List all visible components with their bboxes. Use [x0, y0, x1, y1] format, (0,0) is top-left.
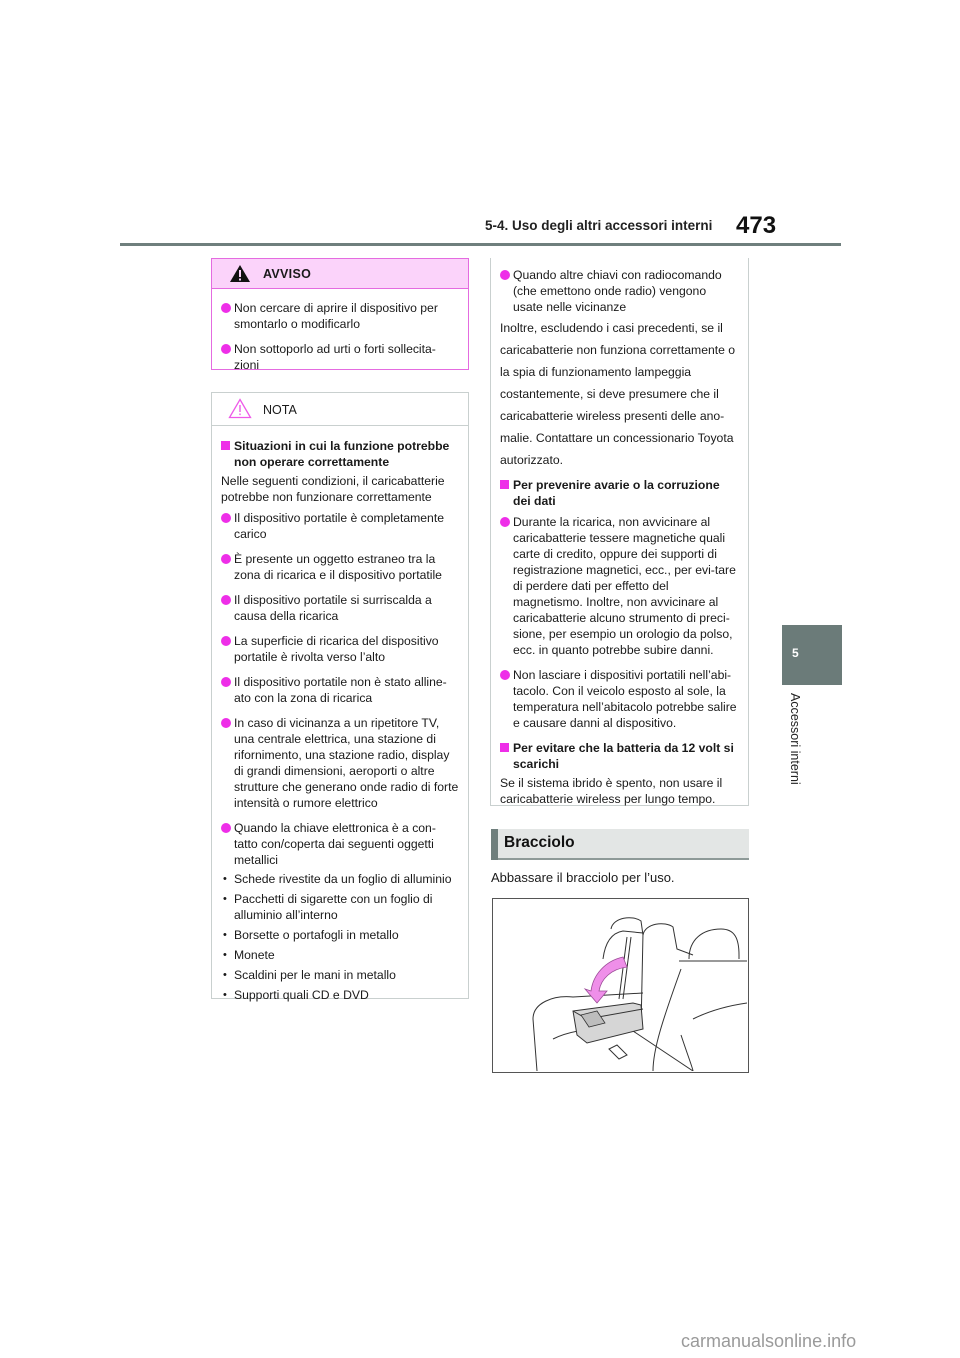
section-title: Bracciolo: [504, 834, 575, 851]
nota-text: Se il sistema ibrido è spento, non usare il caricabatterie wireless per lungo tempo.: [500, 776, 723, 806]
anomaly-text: Inoltre, escludendo i casi precedenti, se il caricabatterie non funziona correttamente o la spia di funzionamento lampeggia costantemente, si deve presumere che il caricabatterie wireless presenti delle ano-malie. Contattare un concessionario Toyota autorizzato.: [500, 321, 736, 467]
nota-subitem: • Schede rivestite da un foglio di alluminio: [221, 871, 459, 887]
section-heading-bracciolo: [491, 829, 749, 860]
avviso-title: AVVISO: [263, 267, 312, 281]
nota-intro: Nelle seguenti condizioni, il caricabatterie potrebbe non funzionare correttamente: [221, 474, 445, 504]
nota-subitem: • Pacchetti di sigarette con un foglio di alluminio all’interno: [221, 891, 459, 923]
avviso-item: Non cercare di aprire il dispositivo per smontarlo o modificarlo: [221, 300, 459, 332]
nota-header: [212, 393, 468, 426]
nota-subitem: • Scaldini per le mani in metallo: [221, 967, 459, 983]
nota-section-heading: Per prevenire avarie o la corruzione dei dati: [500, 477, 739, 509]
header-rule: [120, 243, 841, 246]
chapter-number: 5: [792, 646, 799, 660]
chapter-tab: [782, 625, 842, 685]
nota-item: Quando la chiave elettronica è a con-tatto con/coperta dai seguenti oggetti metallici: [221, 820, 459, 868]
instruction-text: Abbassare il bracciolo per l’uso.: [491, 870, 675, 885]
warning-triangle-filled-icon: [229, 264, 251, 283]
nota-item: Il dispositivo portatile è completamente carico: [221, 510, 459, 542]
nota-subitem: • Borsette o portafogli in metallo: [221, 927, 459, 943]
nota-item: Durante la ricarica, non avvicinare al caricabatterie tessere magnetiche quali carte di credito, oppure dei supporti di registrazione magnetici, ecc., per evi-tare di perdere dati per effetto del magnetismo. Inoltre, non avvicinare al caricabatterie alcuno strumento di preci-sione, per esempio un orologio da polso, ecc. in quanto potrebbe subire danni.: [500, 514, 739, 658]
nota-box: [211, 392, 469, 1002]
warning-triangle-outline-icon: [228, 398, 252, 419]
watermark: carmanualsonline.info: [681, 1331, 857, 1351]
armrest-illustration: [492, 898, 749, 1073]
nota-item: Il dispositivo portatile non è stato alline-ato con la zona di ricarica: [221, 674, 459, 706]
nota-item: La superficie di ricarica del dispositivo portatile è rivolta verso l’alto: [221, 633, 459, 665]
avviso-item: Non sottoporlo ad urti o forti sollecita-zioni: [221, 341, 459, 373]
nota-item: È presente un oggetto estraneo tra la zona di ricarica e il dispositivo portatile: [221, 551, 459, 583]
nota-title: NOTA: [263, 403, 297, 417]
nota-subitem: • Supporti quali CD e DVD: [221, 987, 459, 1003]
avviso-box: [211, 258, 469, 370]
header-section-title: 5-4. Uso degli altri accessori interni: [485, 218, 713, 233]
nota-section-heading: Situazioni in cui la funzione potrebbe non operare correttamente: [221, 438, 459, 470]
nota-item: In caso di vicinanza a un ripetitore TV, una centrale elettrica, una stazione di rifornimento, una stazione radio, display di grandi dimensioni, aeroporti o altre strutture che generano onde radio di forte intensità o rumore elettrico: [221, 715, 459, 811]
rear-seat-armrest-illustration: [493, 899, 747, 1071]
avviso-header: [212, 259, 468, 289]
page-number: 473: [736, 212, 777, 239]
chapter-label: Accessori interni: [788, 693, 802, 785]
nota-continued-box: [490, 258, 749, 806]
nota-subitem: • Monete: [221, 947, 459, 963]
nota-item: Il dispositivo portatile si surriscalda a causa della ricarica: [221, 592, 459, 624]
nota-item: Non lasciare i dispositivi portatili nell’abi-tacolo. Con il veicolo esposto al sole, la temperatura nell’abitacolo potrebbe salire e causare danni al dispositivo.: [500, 667, 739, 731]
nota-item: Quando altre chiavi con radiocomando (che emettono onde radio) vengono usate nelle vicinanze: [500, 267, 739, 315]
nota-section-heading: Per evitare che la batteria da 12 volt si scarichi: [500, 740, 739, 772]
